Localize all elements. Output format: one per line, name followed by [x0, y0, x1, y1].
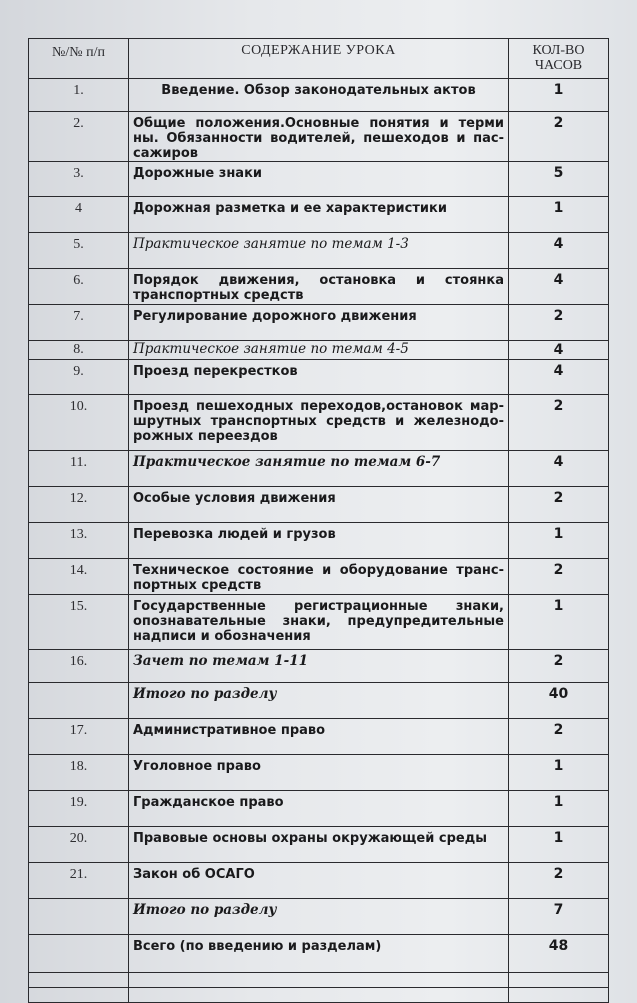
row-hours: 5: [509, 162, 609, 197]
table-header-row: [29, 39, 609, 79]
row-hours: 4: [509, 341, 609, 360]
row-number: 21.: [29, 863, 129, 899]
row-number: 14.: [29, 559, 129, 595]
table-row: [29, 487, 609, 523]
table-row: [29, 755, 609, 791]
row-hours: 4: [509, 233, 609, 269]
row-topic: Практическое занятие по темам 1-3: [129, 233, 509, 269]
lesson-plan-table: [28, 38, 609, 1003]
table-row: [29, 595, 609, 650]
row-hours: 4: [509, 269, 609, 305]
table-row: [29, 162, 609, 197]
row-number: 4: [29, 197, 129, 233]
row-topic: Проезд пешеходных переходов,остановок мар-шрутных транспортных средств и железнодо-рожных переездов: [129, 395, 509, 451]
row-hours: 2: [509, 305, 609, 341]
row-topic: Государственные регистрационные знаки, опознавательные знаки, предупредительные надписи и обозначения: [129, 595, 509, 650]
row-topic: Всего (по введению и разделам): [129, 935, 509, 973]
table-row: [29, 360, 609, 395]
row-topic: Зачет по темам 1-11: [129, 650, 509, 683]
row-number: 12.: [29, 487, 129, 523]
row-topic: Дорожная разметка и ее характеристики: [129, 197, 509, 233]
table-row: [29, 719, 609, 755]
row-hours: 1: [509, 791, 609, 827]
table-row: [29, 305, 609, 341]
row-topic: Практическое занятие по темам 6-7: [129, 451, 509, 487]
table-row: [29, 650, 609, 683]
header-number: №/№ п/п: [29, 39, 129, 79]
row-topic: Административное право: [129, 719, 509, 755]
row-number: 16.: [29, 650, 129, 683]
row-topic: Закон об ОСАГО: [129, 863, 509, 899]
row-hours: 2: [509, 395, 609, 451]
table-row: [29, 863, 609, 899]
row-hours: 4: [509, 451, 609, 487]
row-hours: 1: [509, 79, 609, 112]
row-topic: Дорожные знаки: [129, 162, 509, 197]
row-topic: Перевозка людей и грузов: [129, 523, 509, 559]
row-topic: Особые условия движения: [129, 487, 509, 523]
row-number: [29, 935, 129, 973]
header-hours-line2: ЧАСОВ: [534, 58, 583, 73]
header-hours: [509, 39, 609, 79]
row-number: 20.: [29, 827, 129, 863]
row-topic: Правовые основы охраны окружающей среды: [129, 827, 509, 863]
row-number: 17.: [29, 719, 129, 755]
empty-cell: [29, 973, 129, 988]
table-row: [29, 791, 609, 827]
row-hours: 40: [509, 683, 609, 719]
row-topic: Проезд перекрестков: [129, 360, 509, 395]
table-row-empty: [29, 973, 609, 988]
row-number: [29, 683, 129, 719]
row-hours: 1: [509, 523, 609, 559]
table-row: [29, 79, 609, 112]
row-number: 7.: [29, 305, 129, 341]
row-number: 18.: [29, 755, 129, 791]
table-row: [29, 827, 609, 863]
table-row: [29, 112, 609, 162]
table-row-empty: [29, 988, 609, 1003]
row-topic: Техническое состояние и оборудование транс-портных средств: [129, 559, 509, 595]
row-number: 9.: [29, 360, 129, 395]
row-number: [29, 899, 129, 935]
row-topic: Порядок движения, остановка и стоянка транспортных средств: [129, 269, 509, 305]
table-row: [29, 341, 609, 360]
row-topic: Гражданское право: [129, 791, 509, 827]
row-topic: Введение. Обзор законодательных актов: [129, 79, 509, 112]
row-hours: 48: [509, 935, 609, 973]
table-row: [29, 233, 609, 269]
table-row: [29, 451, 609, 487]
row-number: 11.: [29, 451, 129, 487]
row-hours: 2: [509, 650, 609, 683]
row-topic: Общие положения.Основные понятия и терми ны. Обязанности водителей, пешеходов и пас-сажиров: [129, 112, 509, 162]
row-topic: Уголовное право: [129, 755, 509, 791]
row-hours: 2: [509, 487, 609, 523]
table-row: [29, 683, 609, 719]
row-hours: 7: [509, 899, 609, 935]
row-number: 6.: [29, 269, 129, 305]
empty-cell: [509, 988, 609, 1003]
table-row: [29, 269, 609, 305]
empty-cell: [29, 988, 129, 1003]
row-hours: 2: [509, 112, 609, 162]
row-number: 13.: [29, 523, 129, 559]
row-topic: Итого по разделу: [129, 683, 509, 719]
row-hours: 1: [509, 197, 609, 233]
row-topic: Итого по разделу: [129, 899, 509, 935]
empty-cell: [509, 973, 609, 988]
table-row: [29, 395, 609, 451]
table-row: [29, 197, 609, 233]
row-hours: 2: [509, 719, 609, 755]
table-row: [29, 523, 609, 559]
row-hours: 2: [509, 559, 609, 595]
row-topic: Практическое занятие по темам 4-5: [129, 341, 509, 360]
row-hours: 1: [509, 595, 609, 650]
row-hours: 4: [509, 360, 609, 395]
table-row: [29, 899, 609, 935]
empty-cell: [129, 973, 509, 988]
document-sheet: [28, 38, 608, 1003]
header-hours-line1: КОЛ-ВО: [532, 43, 585, 58]
row-number: 19.: [29, 791, 129, 827]
row-hours: 1: [509, 827, 609, 863]
table-row: [29, 935, 609, 973]
empty-cell: [129, 988, 509, 1003]
row-topic: Регулирование дорожного движения: [129, 305, 509, 341]
row-number: 1.: [29, 79, 129, 112]
table-row: [29, 559, 609, 595]
row-number: 3.: [29, 162, 129, 197]
header-content: СОДЕРЖАНИЕ УРОКА: [129, 39, 509, 79]
row-number: 5.: [29, 233, 129, 269]
row-hours: 1: [509, 755, 609, 791]
row-number: 8.: [29, 341, 129, 360]
row-number: 10.: [29, 395, 129, 451]
row-number: 15.: [29, 595, 129, 650]
row-hours: 2: [509, 863, 609, 899]
row-number: 2.: [29, 112, 129, 162]
